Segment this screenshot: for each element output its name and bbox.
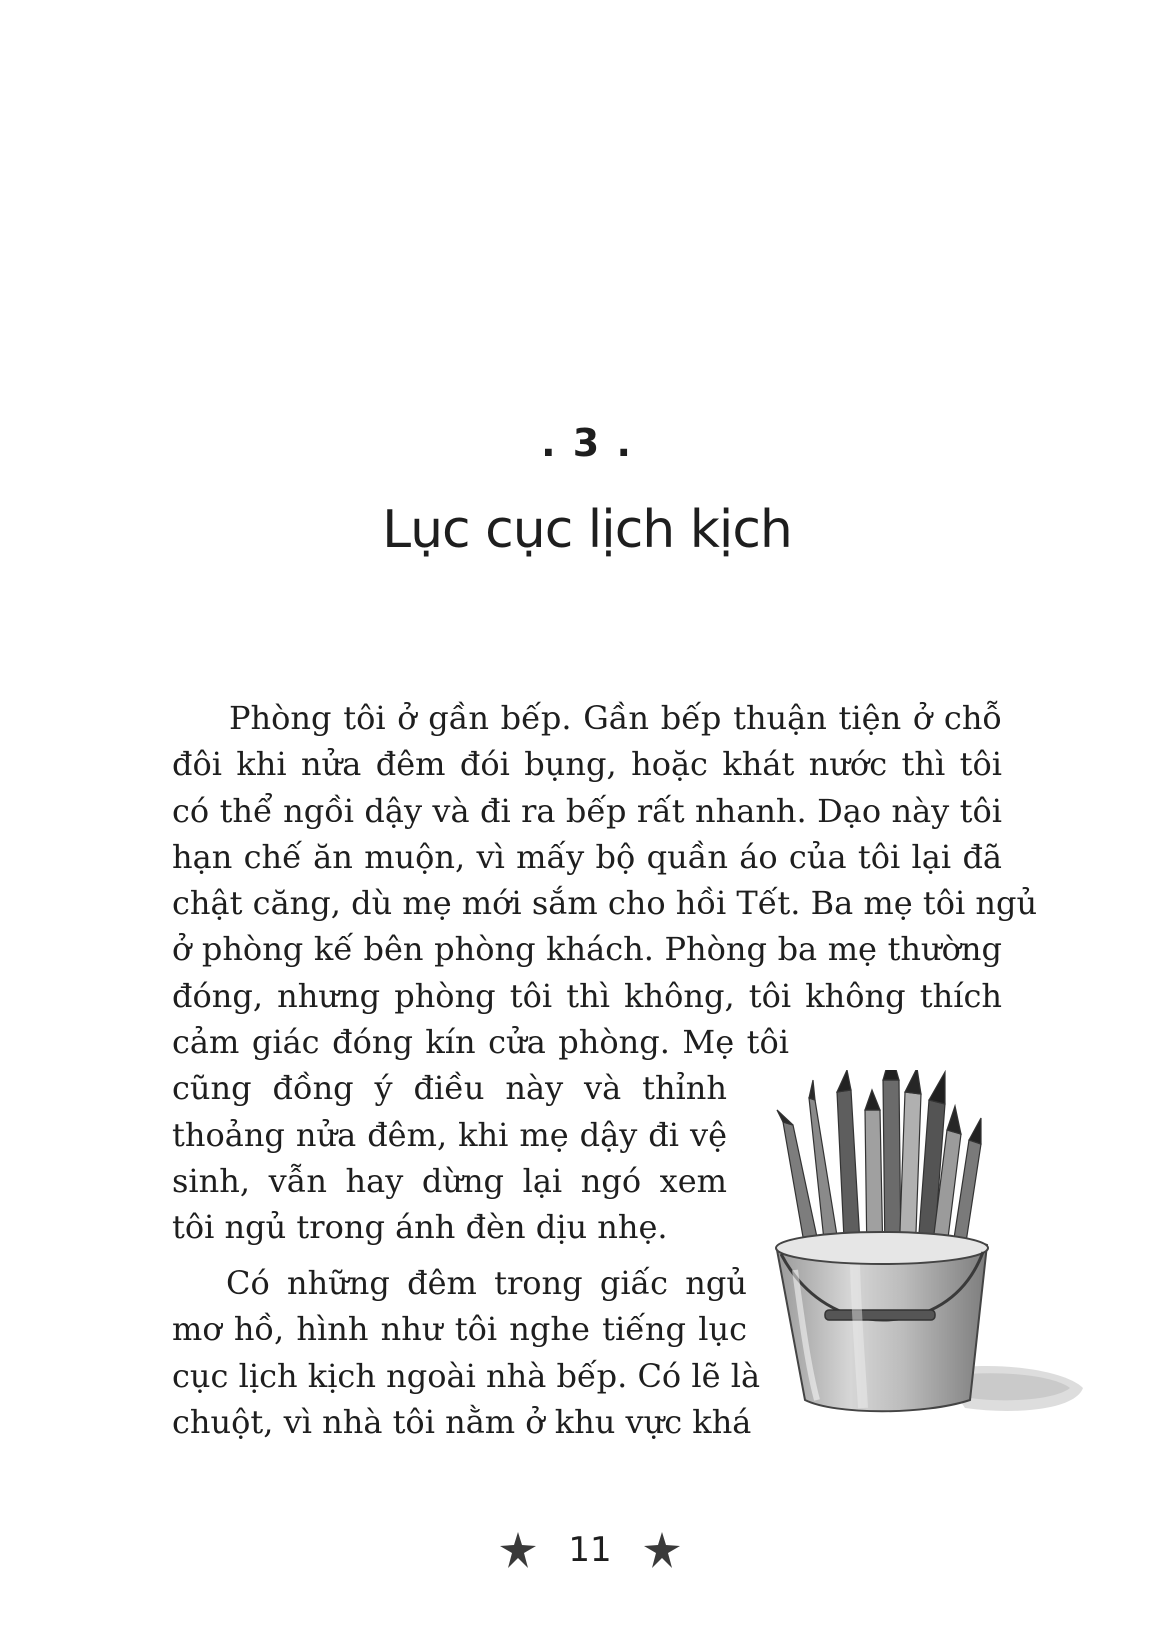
pencil-bucket-illustration <box>765 1070 1090 1470</box>
text-line: cũng đồng ý điều này và thỉnh <box>172 1069 727 1108</box>
text-line: hạn chế ăn muộn, vì mấy bộ quần áo của tôi lại đã <box>172 837 1002 876</box>
text-line: cục lịch kịch ngoài nhà bếp. Có lẽ là <box>172 1356 761 1395</box>
text-line: đóng, nhưng phòng tôi thì không, tôi không thích <box>172 976 1002 1015</box>
text-line: cảm giác đóng kín cửa phòng. Mẹ tôi <box>172 1023 789 1062</box>
text-line: đôi khi nửa đêm đói bụng, hoặc khát nước thì tôi <box>172 745 1002 784</box>
text-line: ở phòng kế bên phòng khách. Phòng ba mẹ thường <box>172 930 1002 969</box>
page-number: 11 <box>568 1530 612 1570</box>
text-line: có thể ngồi dậy và đi ra bếp rất nhanh. Dạo này tôi <box>172 791 1002 830</box>
paragraph-2 <box>172 1260 761 1445</box>
chapter-title: Lục cục lịch kịch <box>382 500 792 560</box>
text-line: Phòng tôi ở gần bếp. Gần bếp thuận tiện ở chỗ <box>229 699 1002 737</box>
text-line: tôi ngủ trong ánh đèn dịu nhẹ. <box>172 1208 668 1247</box>
page-footer <box>0 1522 1174 1572</box>
text-line: Có những đêm trong giấc ngủ <box>226 1264 747 1302</box>
chapter-number: . 3 . <box>541 421 633 465</box>
text-line: chuột, vì nhà tôi nằm ở khu vực khá <box>172 1402 752 1441</box>
text-line: sinh, vẫn hay dừng lại ngó xem <box>172 1161 727 1200</box>
text-line: chật căng, dù mẹ mới sắm cho hồi Tết. Ba mẹ tôi ngủ <box>172 884 1038 923</box>
text-line: mơ hồ, hình như tôi nghe tiếng lục <box>172 1310 747 1349</box>
star-icon <box>642 1530 682 1570</box>
star-icon <box>498 1530 538 1570</box>
text-line: thoảng nửa đêm, khi mẹ dậy đi vệ <box>172 1115 727 1154</box>
